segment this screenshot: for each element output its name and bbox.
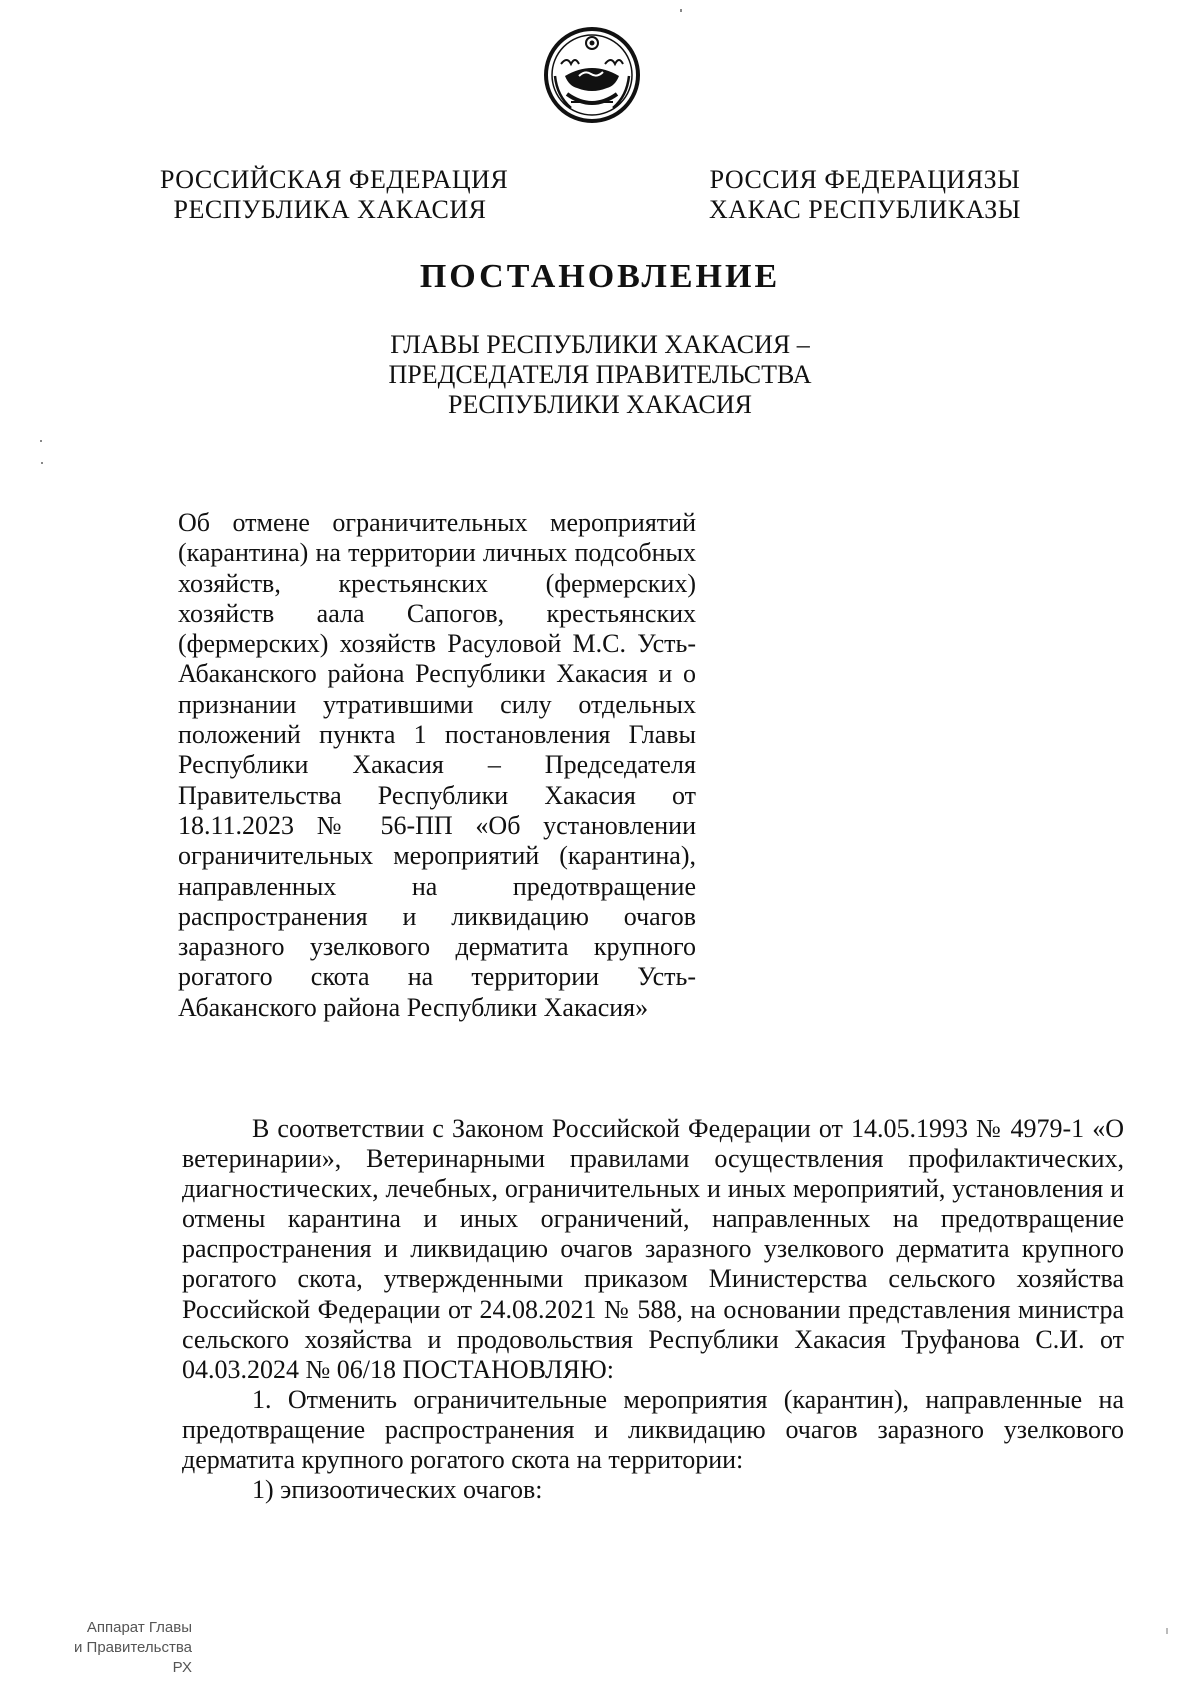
item-1-1-paragraph: 1) эпизоотических очагов:	[252, 1475, 543, 1505]
issuer-block	[0, 330, 1200, 420]
document-title: ПОСТАНОВЛЕНИЕ	[419, 258, 781, 295]
preamble-paragraph: В соответствии с Законом Российской Федерации от 14.05.1993 № 4979-1 «О ветеринарии», Ветеринарными правилами осуществления профилактических, диагностических, лечебных, ограничительных и иных мероприятий, установления и отмены карантина и иных ограничений, направленных на предотвращение распространения и ликвидацию очагов заразного узелкового дерматита крупного рогатого скота, утвержденными приказом Министерства сельского хозяйства Российской Федерации от 24.08.2021 № 588, на основании представления министра сельского хозяйства и продовольствия Республики Хакасия Труфанова С.И. от 04.03.2024 № 06/18 ПОСТАНОВЛЯЮ:	[182, 1114, 1124, 1384]
scan-speck	[41, 462, 43, 464]
document-subject: Об отмене ограничительных мероприятий (карантина) на территории личных подсобных хозяйств, крестьянских (фермерских) хозяйств аала Сапогов, крестьянских (фермерских) хозяйств Расуловой М.С. Усть-Абаканского района Республики Хакасия и о признании утратившими силу отдельных положений пункта 1 постановления Главы Республики Хакасия – Председателя Правительства Республики Хакасия от 18.11.2023 № 56-ПП «Об установлении ограничительных мероприятий (карантина), направленных на предотвращение распространения и ликвидацию очагов заразного узелкового дерматита крупного рогатого скота на территории Усть-Абаканского района Республики Хакасия»	[178, 508, 696, 1022]
header-left-line-1: РОССИЙСКАЯ ФЕДЕРАЦИЯ	[160, 165, 509, 194]
stamp-line-1: Аппарат Главы	[86, 1619, 192, 1636]
header-left-line-2: РЕСПУБЛИКА ХАКАСИЯ	[173, 195, 487, 224]
registry-stamp	[52, 1618, 192, 1678]
issuer-line-1: ГЛАВЫ РЕСПУБЛИКИ ХАКАСИЯ –	[390, 330, 810, 359]
document-body	[182, 1114, 1124, 1505]
issuer-line-2: ПРЕДСЕДАТЕЛЯ ПРАВИТЕЛЬСТВА	[388, 360, 812, 389]
scan-speck	[1166, 1628, 1168, 1634]
scan-speck	[680, 9, 682, 12]
header-right-line-2: ХАКАС РЕСПУБЛИКАЗЫ	[709, 195, 1021, 224]
scan-speck	[40, 440, 42, 442]
item-1-paragraph: 1. Отменить ограничительные мероприятия (карантин), направленные на предотвращение распространения и ликвидацию очагов заразного узелкового дерматита крупного рогатого скота на территории:	[182, 1384, 1124, 1475]
issuer-line-3: РЕСПУБЛИКИ ХАКАСИЯ	[447, 390, 752, 419]
header-right	[700, 165, 1030, 225]
coat-of-arms-icon	[541, 24, 643, 126]
header-left	[160, 165, 509, 225]
header-right-line-1: РОССИЯ ФЕДЕРАЦИЯЗЫ	[709, 165, 1021, 194]
stamp-line-2: и Правительства РХ	[74, 1639, 192, 1676]
